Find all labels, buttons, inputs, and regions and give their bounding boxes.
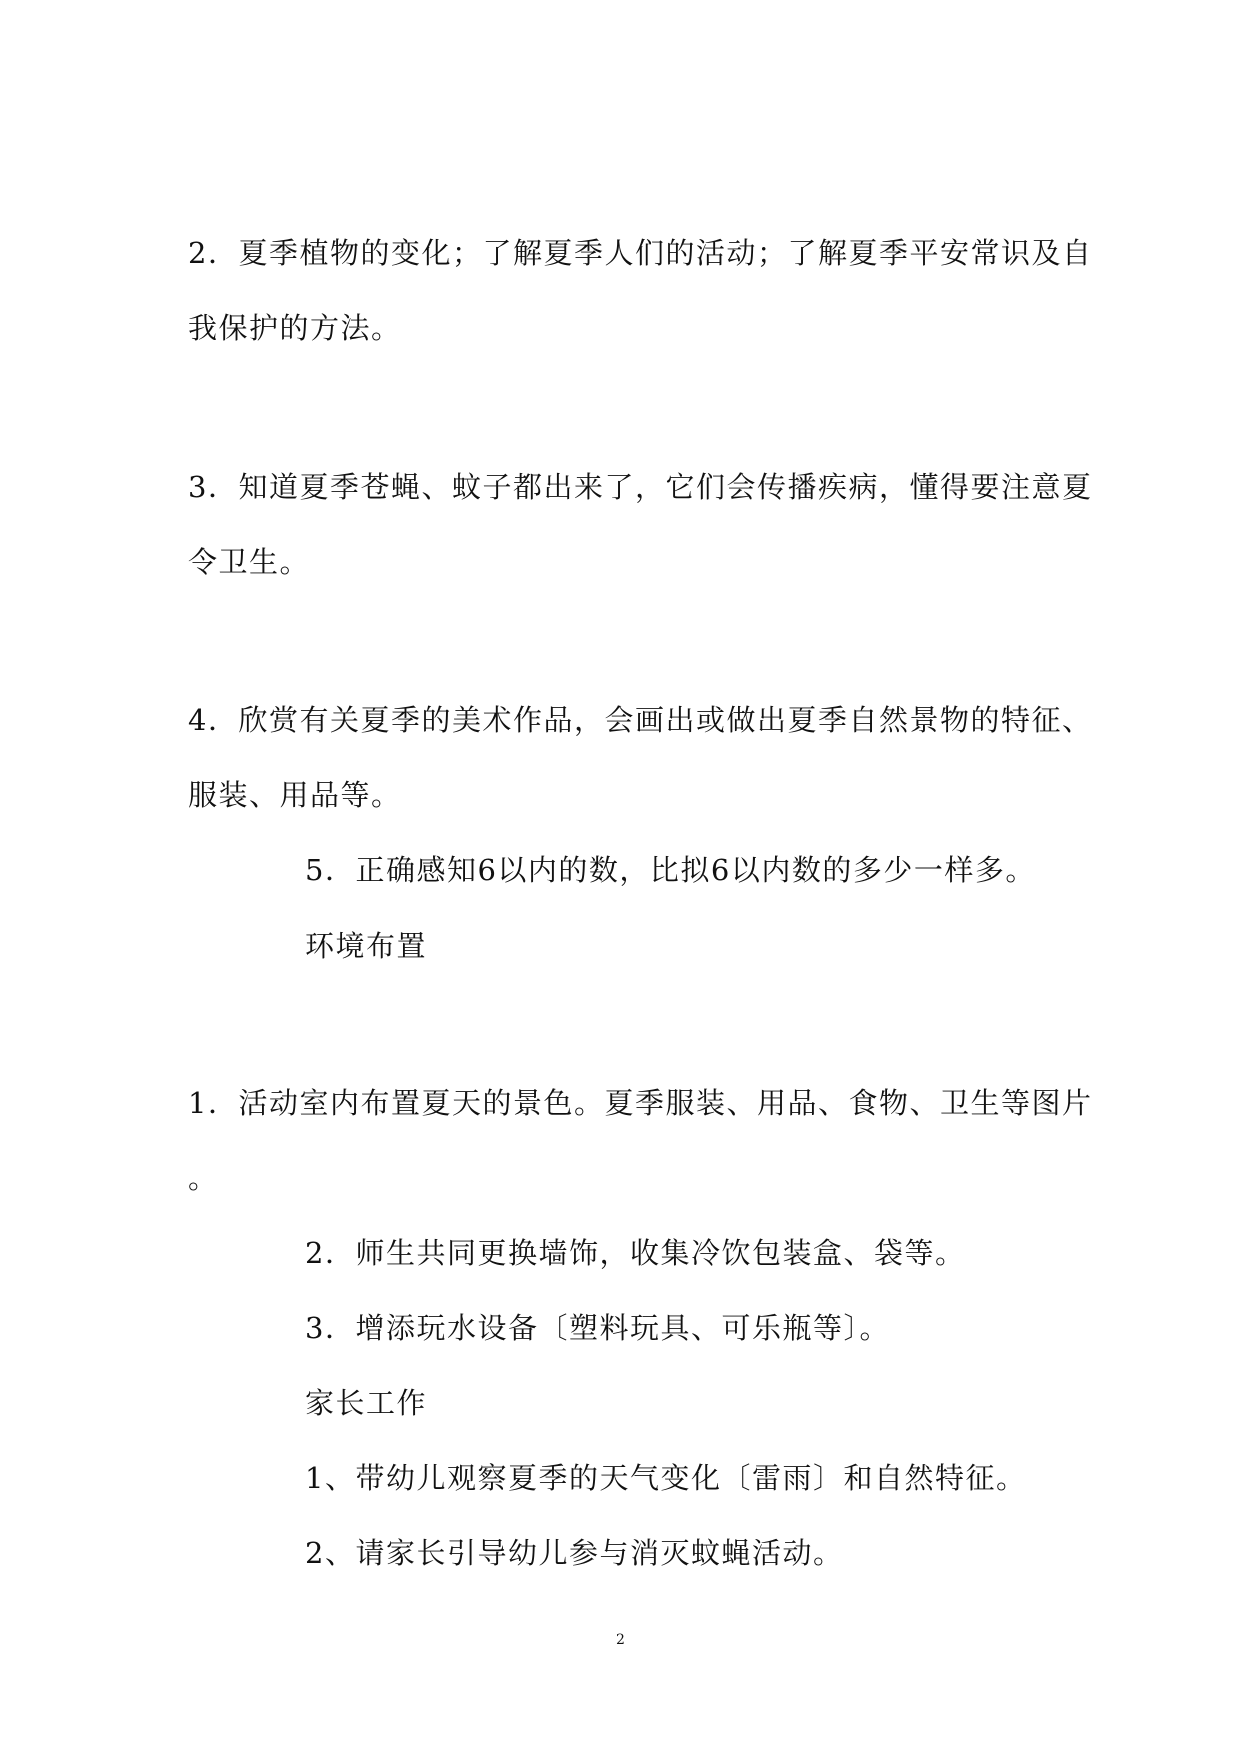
section-heading-parents: 家长工作 — [305, 1386, 428, 1420]
parent-item-1: 1、带幼儿观察夏季的天气变化〔雷雨〕和自然特征。 — [305, 1461, 1027, 1495]
parent-item-2: 2、请家长引导幼儿参与消灭蚊蝇活动。 — [305, 1536, 844, 1570]
goal-2-line-2: 我保护的方法。 — [188, 311, 402, 345]
section-heading-environment: 环境布置 — [305, 929, 428, 963]
goal-4-line-2: 服装、用品等。 — [188, 778, 402, 812]
goal-5: 5．正确感知6以内的数，比拟6以内数的多少一样多。 — [305, 853, 1036, 887]
goal-3-line-1: 3．知道夏季苍蝇、蚊子都出来了，它们会传播疾病，懂得要注意夏 — [188, 470, 1093, 504]
environment-item-1-line-1: 1．活动室内布置夏天的景色。夏季服装、用品、食物、卫生等图片 — [188, 1086, 1093, 1120]
goal-2-line-1: 2．夏季植物的变化；了解夏季人们的活动；了解夏季平安常识及自 — [188, 236, 1093, 270]
environment-item-1-line-2: 。 — [188, 1161, 219, 1195]
goal-3-line-2: 令卫生。 — [188, 545, 311, 579]
page-number: 2 — [616, 1632, 625, 1648]
environment-item-3: 3．增添玩水设备〔塑料玩具、可乐瓶等〕。 — [305, 1311, 890, 1345]
goal-4-line-1: 4．欣赏有关夏季的美术作品，会画出或做出夏季自然景物的特征、 — [188, 703, 1093, 737]
environment-item-2: 2．师生共同更换墙饰，收集冷饮包装盒、袋等。 — [305, 1236, 966, 1270]
